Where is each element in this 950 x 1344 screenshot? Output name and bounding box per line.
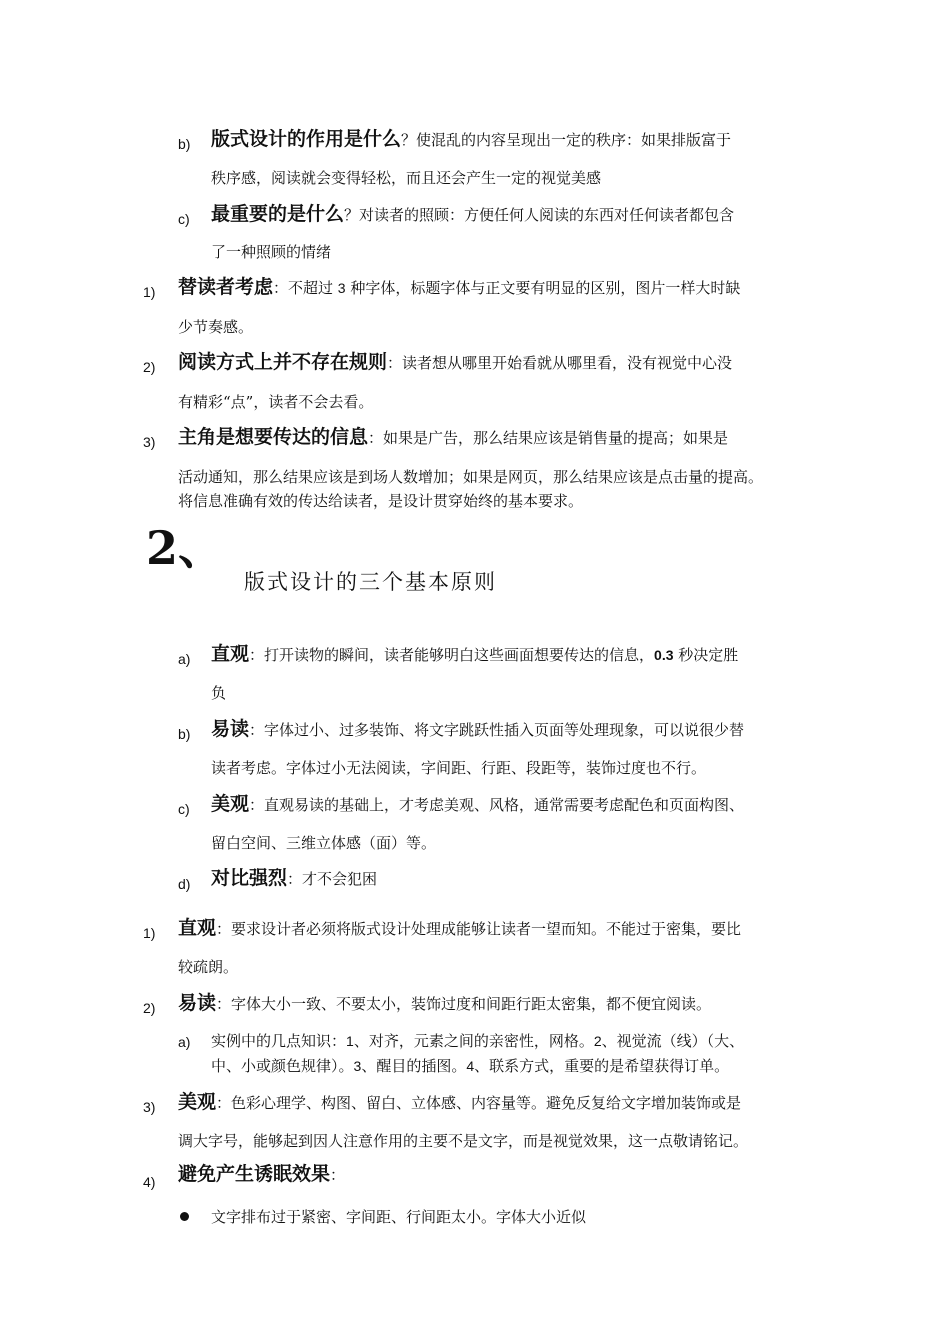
list-marker: b) [178,726,191,742]
item-heading: 直观 [178,917,217,939]
list-item-line [211,867,377,890]
list-item-line [178,917,741,940]
item-number: 1 [346,1033,354,1049]
list-item-line: 活动通知，那么结果应该是到场人数增加；如果是网页，那么结果应该是点击量的提高。 [178,468,764,486]
list-item-line [211,203,734,226]
item-text: 、视觉流（线）（大、 [601,1032,745,1050]
bullet-dot-icon [180,1212,189,1221]
item-heading: 美观 [178,1091,217,1113]
list-marker: a) [178,1034,191,1050]
item-number: 3 [353,1058,362,1074]
section-title: 版式设计的三个基本原则 [244,570,497,594]
item-text: ：色彩心理学、构图、留白、立体感、内容量等。避免反复给文字增加装饰或是 [216,1094,742,1112]
list-item-line: 将信息准确有效的传达给读者，是设计贯穿始终的基本要求。 [178,492,584,510]
list-item-line [211,1055,729,1077]
list-item-line [211,1030,744,1052]
item-text: 种字体，标题字体与正文要有明显的区别，图片一样大时缺 [345,279,741,297]
item-heading: 易读 [211,718,250,740]
list-item-line: 读者考虑。字体过小无法阅读，字间距、行距、段距等，装饰过度也不行。 [211,759,707,777]
item-heading: 阅读方式上并不存在规则 [178,351,388,373]
list-item-line: 秩序感，阅读就会变得轻松，而且还会产生一定的视觉美感 [211,169,602,187]
item-text: ：读者想从哪里开始看就从哪里看，没有视觉中心没 [387,354,733,372]
list-item-line [211,643,738,666]
item-number: 0.3 [654,647,674,663]
list-item-line [211,793,744,816]
list-marker: b) [178,136,191,152]
item-text: ？使混乱的内容呈现出一定的秩序：如果排版富于 [401,131,732,149]
item-text: ？对读者的照顾：方便任何人阅读的东西对任何读者都包含 [344,206,735,224]
list-marker: 3) [143,1099,156,1115]
item-text: 秒决定胜 [673,646,739,664]
list-marker: 3) [143,434,156,450]
item-text: ：不超过 [273,279,338,297]
item-heading: 易读 [178,992,217,1014]
list-item-line [211,718,744,741]
item-text: 、对齐，元素之间的亲密性，网格。 [353,1032,594,1050]
item-text: ：打开读物的瞬间，读者能够明白这些画面想要传达的信息， [249,646,655,664]
list-item-line [178,1091,741,1114]
list-item-line [178,992,711,1015]
list-item-line [178,351,732,374]
list-marker: a) [178,651,191,667]
item-heading: 直观 [211,643,250,665]
item-heading: 美观 [211,793,250,815]
list-marker: 2) [143,359,156,375]
item-text: ： [330,1166,346,1184]
list-item-line [178,276,740,299]
item-text: ：字体大小一致、不要太小，装饰过度和间距行距太密集，都不便宜阅读。 [216,995,712,1013]
list-marker: d) [178,876,191,892]
list-marker: c) [178,211,190,227]
item-text: ：要求设计者必须将版式设计处理成能够让读者一望而知。不能过于密集，要比 [216,920,742,938]
section-number: 2、 [146,521,225,575]
item-text: ：字体过小、过多装饰、将文字跳跃性插入页面等处理现象，可以说很少替 [249,721,745,739]
item-text: ：直观易读的基础上，才考虑美观、风格，通常需要考虑配色和页面构图、 [249,796,745,814]
bullet-item-text: 文字排布过于紧密、字间距、行间距太小。字体大小近似 [211,1208,587,1226]
item-heading: 避免产生诱眠效果 [178,1163,331,1185]
list-item-line: 有精彩“点”，读者不会去看。 [178,393,374,411]
list-marker: 2) [143,1000,156,1016]
list-marker: 4) [143,1174,156,1190]
list-marker: 1) [143,925,156,941]
item-heading: 最重要的是什么 [211,203,345,225]
item-text: ：才不会犯困 [287,870,378,888]
list-item-line [178,1163,345,1186]
list-item-line: 少节奏感。 [178,318,254,336]
list-item-line: 了一种照顾的情绪 [211,243,332,261]
list-marker: 1) [143,284,156,300]
item-text: ：如果是广告，那么结果应该是销售量的提高；如果是 [368,429,729,447]
item-text: 实例中的几点知识： [211,1032,347,1050]
item-heading: 版式设计的作用是什么 [211,128,402,150]
item-heading: 对比强烈 [211,867,288,889]
item-text: 、联系方式，重要的是希望获得订单。 [474,1057,730,1075]
list-item-line: 较疏朗。 [178,958,239,976]
list-item-line [178,426,728,449]
item-number: 2 [593,1033,602,1049]
item-heading: 替读者考虑 [178,276,274,298]
item-heading: 主角是想要传达的信息 [178,426,369,448]
list-item-line: 留白空间、三维立体感（面）等。 [211,834,437,852]
item-number: 3 [337,280,346,296]
list-item-line: 调大字号，能够起到因人注意作用的主要不是文字，而是视觉效果，这一点敬请铭记。 [178,1132,749,1150]
list-item-line [211,128,731,151]
list-item-line: 负 [211,684,227,702]
item-text: 中、小或颜色规律）。 [211,1057,354,1075]
item-number: 4 [466,1058,475,1074]
list-marker: c) [178,801,190,817]
item-text: 、醒目的插图。 [361,1057,467,1075]
